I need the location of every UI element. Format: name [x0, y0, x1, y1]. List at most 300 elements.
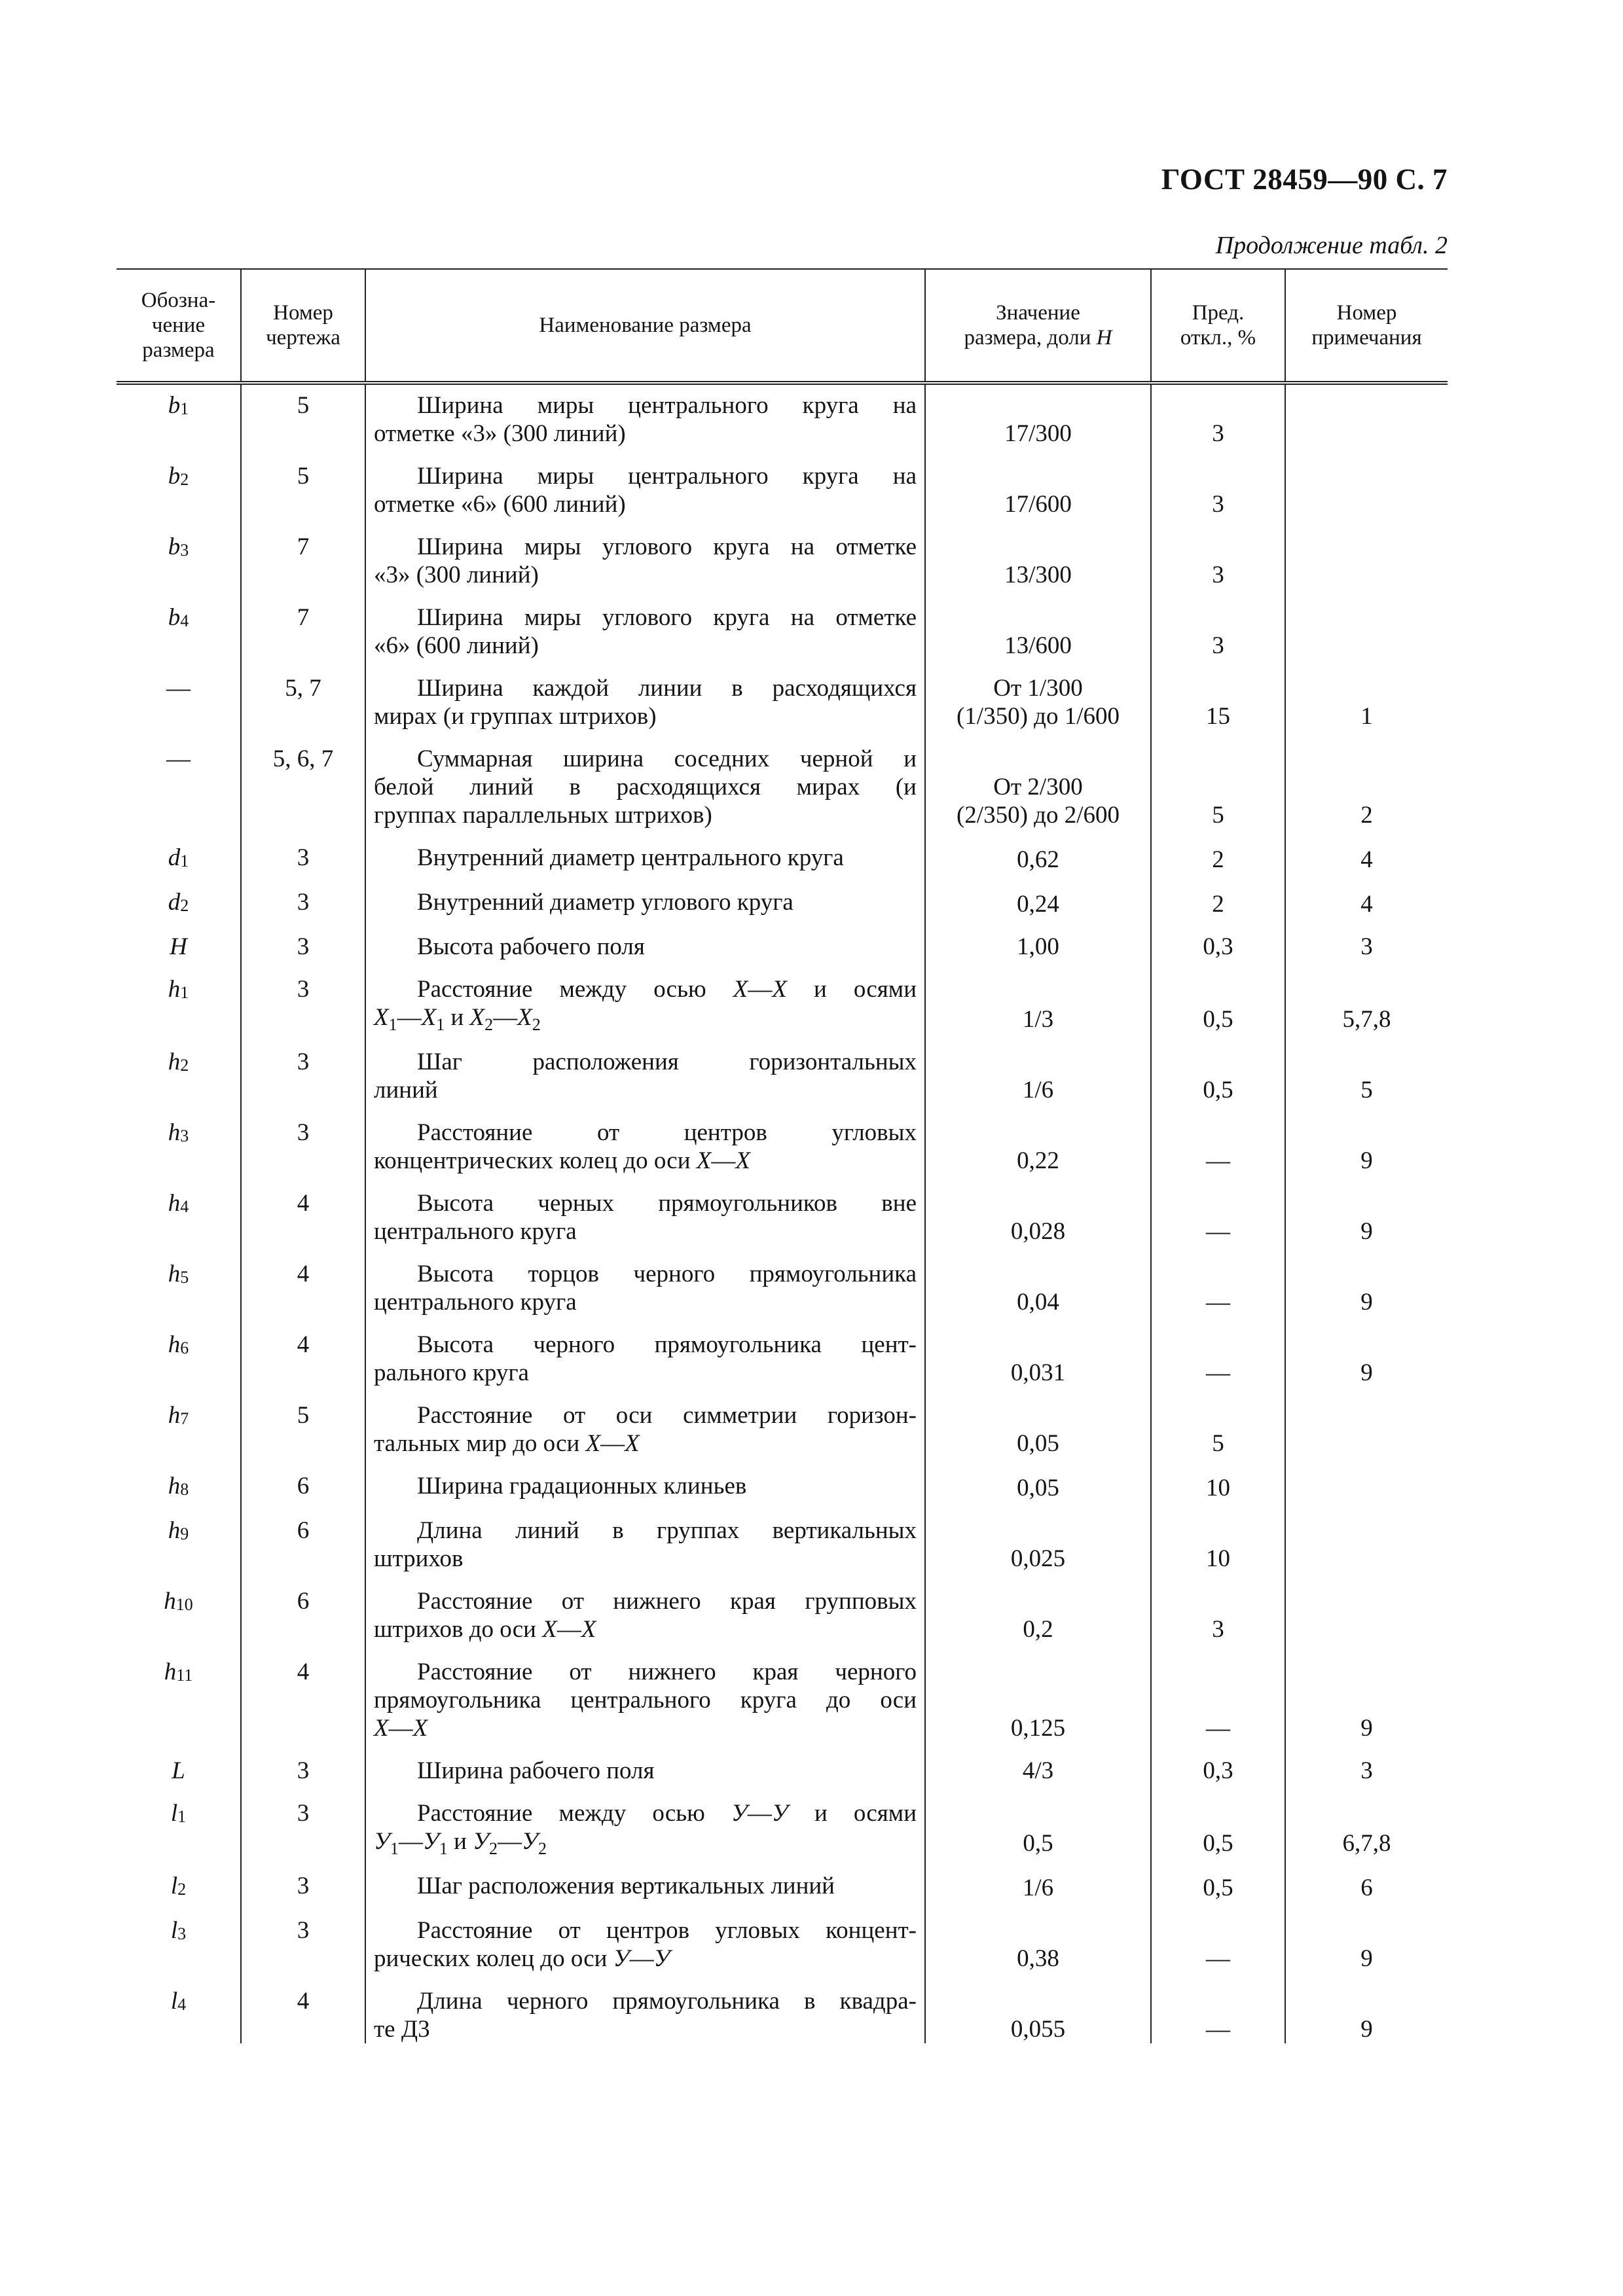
- row-spacer: [117, 448, 1448, 462]
- table-row: [117, 533, 1448, 589]
- spacer-cell: [925, 1458, 1151, 1472]
- cell-note-number: 9: [1285, 1987, 1448, 2043]
- cell-note-number: 6,7,8: [1285, 1799, 1448, 1857]
- cell-tolerance: —: [1151, 1189, 1285, 1246]
- table-row: [117, 933, 1448, 961]
- cell-drawing-number: 4: [241, 1331, 365, 1387]
- cell-dimension-name: Шаг расположения вертикальных линий: [365, 1872, 925, 1902]
- cell-value: 0,05: [925, 1401, 1151, 1458]
- spacer-cell: [365, 518, 925, 533]
- cell-dimension-name: Внутренний диаметр углового круга: [365, 888, 925, 918]
- cell-tolerance: 3: [1151, 1587, 1285, 1643]
- spacer-cell: [241, 1033, 365, 1048]
- cell-value: От 1/300 (1/350) до 1/600: [925, 674, 1151, 730]
- dimensions-table: [117, 268, 1448, 2043]
- spacer-cell: [1285, 1316, 1448, 1331]
- spacer-cell: [117, 1033, 241, 1048]
- spacer-cell: [365, 1458, 925, 1472]
- spacer-cell: [117, 874, 241, 888]
- spacer-cell: [925, 1033, 1151, 1048]
- cell-tolerance: 2: [1151, 844, 1285, 874]
- spacer-cell: [1285, 1104, 1448, 1119]
- spacer-cell: [925, 730, 1151, 745]
- spacer-cell: [1285, 1175, 1448, 1189]
- row-spacer: [117, 730, 1448, 745]
- cell-value: 13/300: [925, 533, 1151, 589]
- spacer-cell: [241, 518, 365, 533]
- spacer-cell: [1285, 1387, 1448, 1401]
- spacer-cell: [1151, 1033, 1285, 1048]
- spacer-cell: [1151, 829, 1285, 844]
- cell-value: 1/6: [925, 1872, 1151, 1902]
- table-row: [117, 1587, 1448, 1643]
- row-spacer: [117, 1387, 1448, 1401]
- spacer-cell: [241, 874, 365, 888]
- cell-designation: $l_4$: [170, 1988, 187, 2015]
- spacer-cell: [925, 1387, 1151, 1401]
- spacer-cell: [365, 1573, 925, 1587]
- cell-note-number: 4: [1285, 888, 1448, 918]
- cell-note-number: [1285, 462, 1448, 518]
- cell-drawing-number: 3: [241, 933, 365, 961]
- cell-tolerance: 15: [1151, 674, 1285, 730]
- cell-tolerance: 5: [1151, 1401, 1285, 1458]
- spacer-cell: [117, 1973, 241, 1987]
- cell-tolerance: 2: [1151, 888, 1285, 918]
- table-row: [117, 1799, 1448, 1857]
- page-header: ГОСТ 28459—90 С. 7: [1161, 163, 1448, 196]
- spacer-cell: [117, 1502, 241, 1516]
- cell-value: 4/3: [925, 1757, 1151, 1785]
- spacer-cell: [1285, 1742, 1448, 1757]
- cell-designation: $h_5$: [168, 1261, 189, 1287]
- cell-tolerance: 3: [1151, 383, 1285, 448]
- row-spacer: [117, 589, 1448, 603]
- cell-dimension-name: Расстояние от центров угловых концентрических колец до оси X—X: [365, 1119, 925, 1175]
- cell-note-number: 9: [1285, 1658, 1448, 1742]
- cell-dimension-name: Высота черных прямоугольников вне центрального круга: [365, 1189, 925, 1246]
- spacer-cell: [1285, 829, 1448, 844]
- table-row: [117, 1189, 1448, 1246]
- spacer-cell: [117, 918, 241, 933]
- cell-note-number: 4: [1285, 844, 1448, 874]
- spacer-cell: [1151, 1857, 1285, 1872]
- table-row: [117, 603, 1448, 660]
- table-row: [117, 1916, 1448, 1973]
- spacer-cell: [925, 1316, 1151, 1331]
- spacer-cell: [1285, 918, 1448, 933]
- spacer-cell: [1151, 589, 1285, 603]
- cell-designation: $l_3$: [170, 1917, 187, 1944]
- row-spacer: [117, 1246, 1448, 1260]
- spacer-cell: [365, 1973, 925, 1987]
- cell-value: 1/6: [925, 1048, 1151, 1104]
- spacer-cell: [925, 1785, 1151, 1799]
- spacer-cell: [1151, 1104, 1285, 1119]
- cell-tolerance: 0,5: [1151, 1048, 1285, 1104]
- cell-dimension-name: Высота торцов черного прямоугольника центрального круга: [365, 1260, 925, 1316]
- cell-note-number: [1285, 1587, 1448, 1643]
- cell-drawing-number: 6: [241, 1587, 365, 1643]
- cell-designation: —: [166, 745, 191, 772]
- spacer-cell: [925, 1104, 1151, 1119]
- spacer-cell: [925, 1573, 1151, 1587]
- cell-drawing-number: 5: [241, 1401, 365, 1458]
- spacer-cell: [925, 1973, 1151, 1987]
- table-row: [117, 1872, 1448, 1902]
- spacer-cell: [1151, 1502, 1285, 1516]
- cell-designation: —: [166, 675, 191, 702]
- table-row: [117, 1658, 1448, 1742]
- cell-note-number: 5,7,8: [1285, 975, 1448, 1033]
- spacer-cell: [925, 1175, 1151, 1189]
- cell-dimension-name: Шаг расположения горизонтальных линий: [365, 1048, 925, 1104]
- cell-value: 0,05: [925, 1472, 1151, 1502]
- spacer-cell: [117, 1316, 241, 1331]
- spacer-cell: [1151, 961, 1285, 975]
- cell-value: 17/600: [925, 462, 1151, 518]
- cell-drawing-number: 4: [241, 1658, 365, 1742]
- spacer-cell: [1285, 1246, 1448, 1260]
- spacer-cell: [241, 1573, 365, 1587]
- cell-drawing-number: 7: [241, 603, 365, 660]
- spacer-cell: [925, 589, 1151, 603]
- row-spacer: [117, 1643, 1448, 1658]
- row-spacer: [117, 829, 1448, 844]
- spacer-cell: [117, 961, 241, 975]
- spacer-cell: [1151, 1785, 1285, 1799]
- cell-designation: $l_1$: [170, 1800, 187, 1827]
- spacer-cell: [365, 1104, 925, 1119]
- cell-value: 0,24: [925, 888, 1151, 918]
- spacer-cell: [117, 730, 241, 745]
- cell-tolerance: —: [1151, 1658, 1285, 1742]
- row-spacer: [117, 518, 1448, 533]
- cell-drawing-number: 3: [241, 888, 365, 918]
- cell-drawing-number: 3: [241, 1757, 365, 1785]
- spacer-cell: [241, 829, 365, 844]
- spacer-cell: [1151, 1175, 1285, 1189]
- spacer-cell: [1151, 1973, 1285, 1987]
- spacer-cell: [241, 730, 365, 745]
- spacer-cell: [365, 918, 925, 933]
- table-row: [117, 1119, 1448, 1175]
- cell-tolerance: 0,5: [1151, 1799, 1285, 1857]
- spacer-cell: [241, 660, 365, 674]
- cell-drawing-number: 5, 7: [241, 674, 365, 730]
- cell-designation: $h_{11}$: [164, 1659, 193, 1685]
- cell-dimension-name: Суммарная ширина соседних черной и белой линий в расходящихся мирах (и группах параллельных штрихов): [365, 745, 925, 829]
- cell-note-number: [1285, 383, 1448, 448]
- cell-note-number: 2: [1285, 745, 1448, 829]
- cell-dimension-name: Расстояние от оси симметрии горизон- тальных мир до оси X—X: [365, 1401, 925, 1458]
- cell-tolerance: 3: [1151, 533, 1285, 589]
- cell-drawing-number: 3: [241, 1799, 365, 1857]
- cell-designation: $h_6$: [168, 1331, 189, 1358]
- cell-value: 0,04: [925, 1260, 1151, 1316]
- table-row: [117, 462, 1448, 518]
- spacer-cell: [1285, 1902, 1448, 1916]
- spacer-cell: [117, 1104, 241, 1119]
- spacer-cell: [365, 1316, 925, 1331]
- spacer-cell: [925, 1902, 1151, 1916]
- spacer-cell: [1285, 1573, 1448, 1587]
- cell-dimension-name: Расстояние от центров угловых концент- рических колец до оси У—У: [365, 1916, 925, 1973]
- cell-note-number: 5: [1285, 1048, 1448, 1104]
- spacer-cell: [241, 1246, 365, 1260]
- cell-tolerance: —: [1151, 1260, 1285, 1316]
- table-row: [117, 1260, 1448, 1316]
- cell-dimension-name: Расстояние от нижнего края групповых штрихов до оси X—X: [365, 1587, 925, 1643]
- cell-note-number: 6: [1285, 1872, 1448, 1902]
- cell-value: 0,125: [925, 1658, 1151, 1742]
- spacer-cell: [241, 1175, 365, 1189]
- cell-value: 0,055: [925, 1987, 1151, 2043]
- column-header-note-number: Номер примечания: [1285, 269, 1448, 383]
- cell-dimension-name: Ширина рабочего поля: [365, 1757, 925, 1785]
- cell-note-number: [1285, 533, 1448, 589]
- cell-value: 0,031: [925, 1331, 1151, 1387]
- cell-note-number: [1285, 1472, 1448, 1502]
- cell-dimension-name: Длина черного прямоугольника в квадра- те Д3: [365, 1987, 925, 2043]
- cell-designation: L: [172, 1757, 185, 1784]
- spacer-cell: [241, 1643, 365, 1658]
- spacer-cell: [925, 660, 1151, 674]
- row-spacer: [117, 1785, 1448, 1799]
- cell-note-number: 9: [1285, 1119, 1448, 1175]
- cell-designation: $l_2$: [170, 1873, 187, 1899]
- cell-tolerance: —: [1151, 1987, 1285, 2043]
- cell-drawing-number: 3: [241, 1119, 365, 1175]
- spacer-cell: [117, 1246, 241, 1260]
- spacer-cell: [925, 874, 1151, 888]
- cell-note-number: 3: [1285, 933, 1448, 961]
- row-spacer: [117, 918, 1448, 933]
- spacer-cell: [365, 1175, 925, 1189]
- cell-value: 1/3: [925, 975, 1151, 1033]
- cell-drawing-number: 4: [241, 1260, 365, 1316]
- spacer-cell: [117, 829, 241, 844]
- spacer-cell: [117, 448, 241, 462]
- spacer-cell: [1151, 1458, 1285, 1472]
- spacer-cell: [365, 1502, 925, 1516]
- spacer-cell: [241, 1742, 365, 1757]
- table-row: [117, 383, 1448, 448]
- spacer-cell: [1285, 589, 1448, 603]
- spacer-cell: [117, 1175, 241, 1189]
- spacer-cell: [241, 961, 365, 975]
- spacer-cell: [1151, 1573, 1285, 1587]
- cell-drawing-number: 4: [241, 1189, 365, 1246]
- cell-note-number: 9: [1285, 1916, 1448, 1973]
- cell-designation: $h_2$: [168, 1049, 189, 1075]
- spacer-cell: [241, 918, 365, 933]
- spacer-cell: [925, 829, 1151, 844]
- table-row: [117, 1987, 1448, 2043]
- cell-drawing-number: 6: [241, 1516, 365, 1573]
- cell-dimension-name: Высота рабочего поля: [365, 933, 925, 961]
- spacer-cell: [117, 1902, 241, 1916]
- spacer-cell: [1151, 1246, 1285, 1260]
- cell-value: 0,22: [925, 1119, 1151, 1175]
- spacer-cell: [365, 1033, 925, 1048]
- row-spacer: [117, 1973, 1448, 1987]
- table-row: [117, 888, 1448, 918]
- cell-designation: $d_1$: [168, 844, 189, 871]
- column-header-tolerance: Пред. откл., %: [1151, 269, 1285, 383]
- spacer-cell: [365, 1902, 925, 1916]
- spacer-cell: [1285, 1643, 1448, 1658]
- spacer-cell: [365, 1742, 925, 1757]
- spacer-cell: [925, 1643, 1151, 1658]
- spacer-cell: [241, 448, 365, 462]
- column-header-drawing-number: Номер чертежа: [241, 269, 365, 383]
- cell-dimension-name: Ширина миры центрального круга на отметке «3» (300 линий): [365, 383, 925, 448]
- spacer-cell: [1151, 1742, 1285, 1757]
- spacer-cell: [365, 1246, 925, 1260]
- spacer-cell: [241, 1857, 365, 1872]
- spacer-cell: [1285, 448, 1448, 462]
- spacer-cell: [925, 918, 1151, 933]
- spacer-cell: [1285, 874, 1448, 888]
- spacer-cell: [925, 961, 1151, 975]
- cell-tolerance: 10: [1151, 1472, 1285, 1502]
- spacer-cell: [365, 730, 925, 745]
- cell-note-number: 1: [1285, 674, 1448, 730]
- spacer-cell: [117, 1643, 241, 1658]
- spacer-cell: [241, 1973, 365, 1987]
- column-header-value: Значение размера, доли H: [925, 269, 1151, 383]
- spacer-cell: [925, 1742, 1151, 1757]
- cell-value: 0,025: [925, 1516, 1151, 1573]
- row-spacer: [117, 1104, 1448, 1119]
- spacer-cell: [1285, 518, 1448, 533]
- cell-value: 1,00: [925, 933, 1151, 961]
- spacer-cell: [365, 1857, 925, 1872]
- spacer-cell: [117, 1742, 241, 1757]
- cell-drawing-number: 5, 6, 7: [241, 745, 365, 829]
- row-spacer: [117, 1033, 1448, 1048]
- cell-value: 0,2: [925, 1587, 1151, 1643]
- cell-tolerance: —: [1151, 1119, 1285, 1175]
- spacer-cell: [365, 660, 925, 674]
- cell-value: 0,5: [925, 1799, 1151, 1857]
- row-spacer: [117, 1175, 1448, 1189]
- spacer-cell: [117, 1387, 241, 1401]
- cell-value: 17/300: [925, 383, 1151, 448]
- spacer-cell: [365, 1387, 925, 1401]
- spacer-cell: [1151, 518, 1285, 533]
- spacer-cell: [241, 1387, 365, 1401]
- cell-tolerance: 10: [1151, 1516, 1285, 1573]
- cell-note-number: 9: [1285, 1189, 1448, 1246]
- cell-drawing-number: 3: [241, 1048, 365, 1104]
- cell-dimension-name: Ширина градационных клиньев: [365, 1472, 925, 1502]
- cell-drawing-number: 3: [241, 975, 365, 1033]
- cell-dimension-name: Расстояние от нижнего края черного прямоугольника центрального круга до оси X—X: [365, 1658, 925, 1742]
- cell-dimension-name: Длина линий в группах вертикальных штрихов: [365, 1516, 925, 1573]
- spacer-cell: [117, 518, 241, 533]
- cell-designation: $b_4$: [168, 604, 189, 631]
- table-row: [117, 844, 1448, 874]
- spacer-cell: [241, 1316, 365, 1331]
- cell-drawing-number: 4: [241, 1987, 365, 2043]
- cell-designation: $h_{10}$: [164, 1588, 193, 1615]
- cell-designation: $b_1$: [168, 392, 189, 419]
- table-header-row: [117, 269, 1448, 383]
- spacer-cell: [1285, 1973, 1448, 1987]
- spacer-cell: [365, 1785, 925, 1799]
- spacer-cell: [241, 589, 365, 603]
- spacer-cell: [1285, 1458, 1448, 1472]
- spacer-cell: [365, 874, 925, 888]
- cell-note-number: 9: [1285, 1331, 1448, 1387]
- cell-drawing-number: 3: [241, 1916, 365, 1973]
- spacer-cell: [1151, 918, 1285, 933]
- spacer-cell: [1285, 1502, 1448, 1516]
- cell-designation: H: [170, 933, 187, 960]
- cell-designation: $h_9$: [168, 1517, 189, 1544]
- spacer-cell: [117, 1857, 241, 1872]
- spacer-cell: [925, 1502, 1151, 1516]
- spacer-cell: [1151, 660, 1285, 674]
- spacer-cell: [1151, 1387, 1285, 1401]
- spacer-cell: [365, 589, 925, 603]
- spacer-cell: [117, 1573, 241, 1587]
- cell-dimension-name: Расстояние между осью У—У и осями $У_1—У_1$ и $У_2—У_2$: [365, 1799, 925, 1857]
- spacer-cell: [1151, 1316, 1285, 1331]
- cell-dimension-name: Высота черного прямоугольника цент- рального круга: [365, 1331, 925, 1387]
- cell-note-number: [1285, 603, 1448, 660]
- cell-tolerance: 0,3: [1151, 933, 1285, 961]
- table-row: [117, 975, 1448, 1033]
- table-row: [117, 1048, 1448, 1104]
- cell-dimension-name: Ширина миры углового круга на отметке «6» (600 линий): [365, 603, 925, 660]
- spacer-cell: [1285, 1857, 1448, 1872]
- table-row: [117, 674, 1448, 730]
- column-header-designation: Обозна- чение размера: [117, 269, 241, 383]
- row-spacer: [117, 660, 1448, 674]
- cell-note-number: 9: [1285, 1260, 1448, 1316]
- cell-note-number: 3: [1285, 1757, 1448, 1785]
- spacer-cell: [1285, 730, 1448, 745]
- spacer-cell: [365, 1643, 925, 1658]
- cell-drawing-number: 7: [241, 533, 365, 589]
- table-row: [117, 1516, 1448, 1573]
- spacer-cell: [1285, 1785, 1448, 1799]
- cell-drawing-number: 5: [241, 462, 365, 518]
- table-row: [117, 1331, 1448, 1387]
- cell-dimension-name: Ширина миры центрального круга на отметке «6» (600 линий): [365, 462, 925, 518]
- cell-drawing-number: 6: [241, 1472, 365, 1502]
- spacer-cell: [241, 1458, 365, 1472]
- spacer-cell: [1151, 1902, 1285, 1916]
- table-continuation-label: Продолжение табл. 2: [1215, 232, 1448, 259]
- spacer-cell: [117, 1458, 241, 1472]
- spacer-cell: [365, 448, 925, 462]
- cell-value: 0,38: [925, 1916, 1151, 1973]
- spacer-cell: [241, 1785, 365, 1799]
- row-spacer: [117, 1316, 1448, 1331]
- spacer-cell: [117, 589, 241, 603]
- spacer-cell: [1151, 1643, 1285, 1658]
- spacer-cell: [1151, 874, 1285, 888]
- cell-note-number: [1285, 1401, 1448, 1458]
- spacer-cell: [925, 448, 1151, 462]
- cell-designation: $d_2$: [168, 889, 189, 916]
- table-row: [117, 1472, 1448, 1502]
- table-row: [117, 745, 1448, 829]
